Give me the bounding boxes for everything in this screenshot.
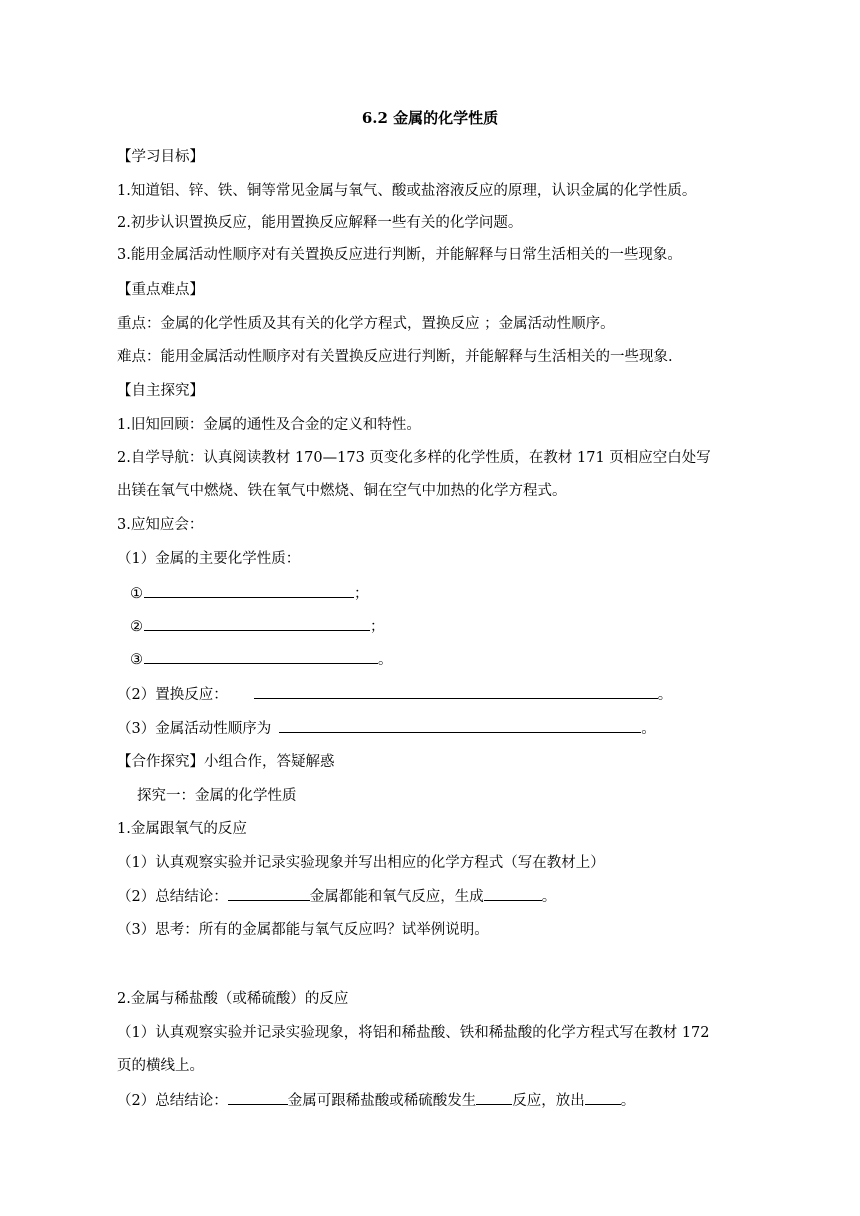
acid-blank-1[interactable]	[228, 1090, 288, 1105]
oxygen-step-2: （2）总结结论： 金属都能和氧气反应，生成 。	[117, 886, 556, 907]
oxygen-step-3: （3）思考：所有的金属都能与氧气反应吗？试举例说明。	[117, 922, 489, 938]
main-properties: （1）金属的主要化学性质：	[117, 551, 301, 567]
cooperation-heading: 【合作探究】小组合作，答疑解惑	[117, 754, 335, 770]
review: 1.旧知回顾：金属的通性及合金的定义和特性。	[117, 417, 421, 433]
page-title: 6.2 金属的化学性质	[361, 109, 499, 127]
acid-step-1-line-2: 页的横线上。	[117, 1058, 204, 1074]
replacement-reaction: （2）置换反应： 。	[117, 684, 672, 705]
acid-blank-2[interactable]	[476, 1090, 512, 1105]
difficulty: 难点：能用金属活动性顺序对有关置换反应进行判断，并能解释与生活相关的一些现象.	[117, 349, 673, 365]
objective-3: 3.能用金属活动性顺序对有关置换反应进行判断，并能解释与日常生活相关的一些现象。	[117, 247, 682, 263]
blank-1[interactable]	[144, 583, 354, 598]
self-nav-line-2: 出镁在氧气中燃烧、铁在氧气中燃烧、铜在空气中加热的化学方程式。	[117, 483, 567, 499]
objective-1: 1.知道铝、锌、铁、铜等常见金属与氧气、酸或盐溶液反应的原理，认识金属的化学性质。	[117, 183, 697, 199]
oxygen-blank-2[interactable]	[484, 886, 542, 901]
explore-1: 探究一：金属的化学性质	[137, 788, 297, 804]
should-know: 3.应知应会：	[117, 517, 204, 533]
circled-number-3: ③	[130, 652, 143, 668]
property-item-3: ③ 。	[130, 649, 393, 670]
blank-2[interactable]	[144, 616, 370, 631]
oxygen-step-1: （1）认真观察实验并记录实验现象并写出相应的化学方程式（写在教材上）	[117, 855, 605, 871]
oxygen-blank-1[interactable]	[228, 886, 310, 901]
key-point: 重点：金属的化学性质及其有关的化学方程式，置换反应 ；金属活动性顺序。	[117, 316, 615, 332]
replacement-blank[interactable]	[254, 684, 658, 699]
activity-blank[interactable]	[279, 718, 641, 733]
acid-heading: 2.金属与稀盐酸（或稀硫酸）的反应	[117, 991, 349, 1007]
circled-number-2: ②	[130, 619, 143, 635]
circled-number-1: ①	[130, 586, 143, 602]
activity-series: （3）金属活动性顺序为 。	[117, 718, 656, 739]
self-study-heading: 【自主探究】	[117, 383, 204, 399]
property-item-2: ② ；	[130, 616, 385, 637]
property-item-1: ① ；	[130, 583, 369, 604]
acid-step-1-line-1: （1）认真观察实验并记录实验现象，将铝和稀盐酸、铁和稀盐酸的化学方程式写在教材 172	[117, 1025, 710, 1041]
oxygen-heading: 1.金属跟氧气的反应	[117, 821, 247, 837]
key-points-heading: 【重点难点】	[117, 282, 204, 298]
acid-blank-3[interactable]	[585, 1090, 621, 1105]
objectives-heading: 【学习目标】	[117, 149, 204, 165]
objective-2: 2.初步认识置换反应，能用置换反应解释一些有关的化学问题。	[117, 215, 523, 231]
blank-3[interactable]	[144, 649, 378, 664]
acid-step-2: （2）总结结论： 金属可跟稀盐酸或稀硫酸发生 反应，放出 。	[117, 1090, 635, 1111]
self-nav-line-1: 2.自学导航：认真阅读教材 170—173 页变化多样的化学性质，在教材 171 页相应空白处写	[117, 450, 711, 466]
